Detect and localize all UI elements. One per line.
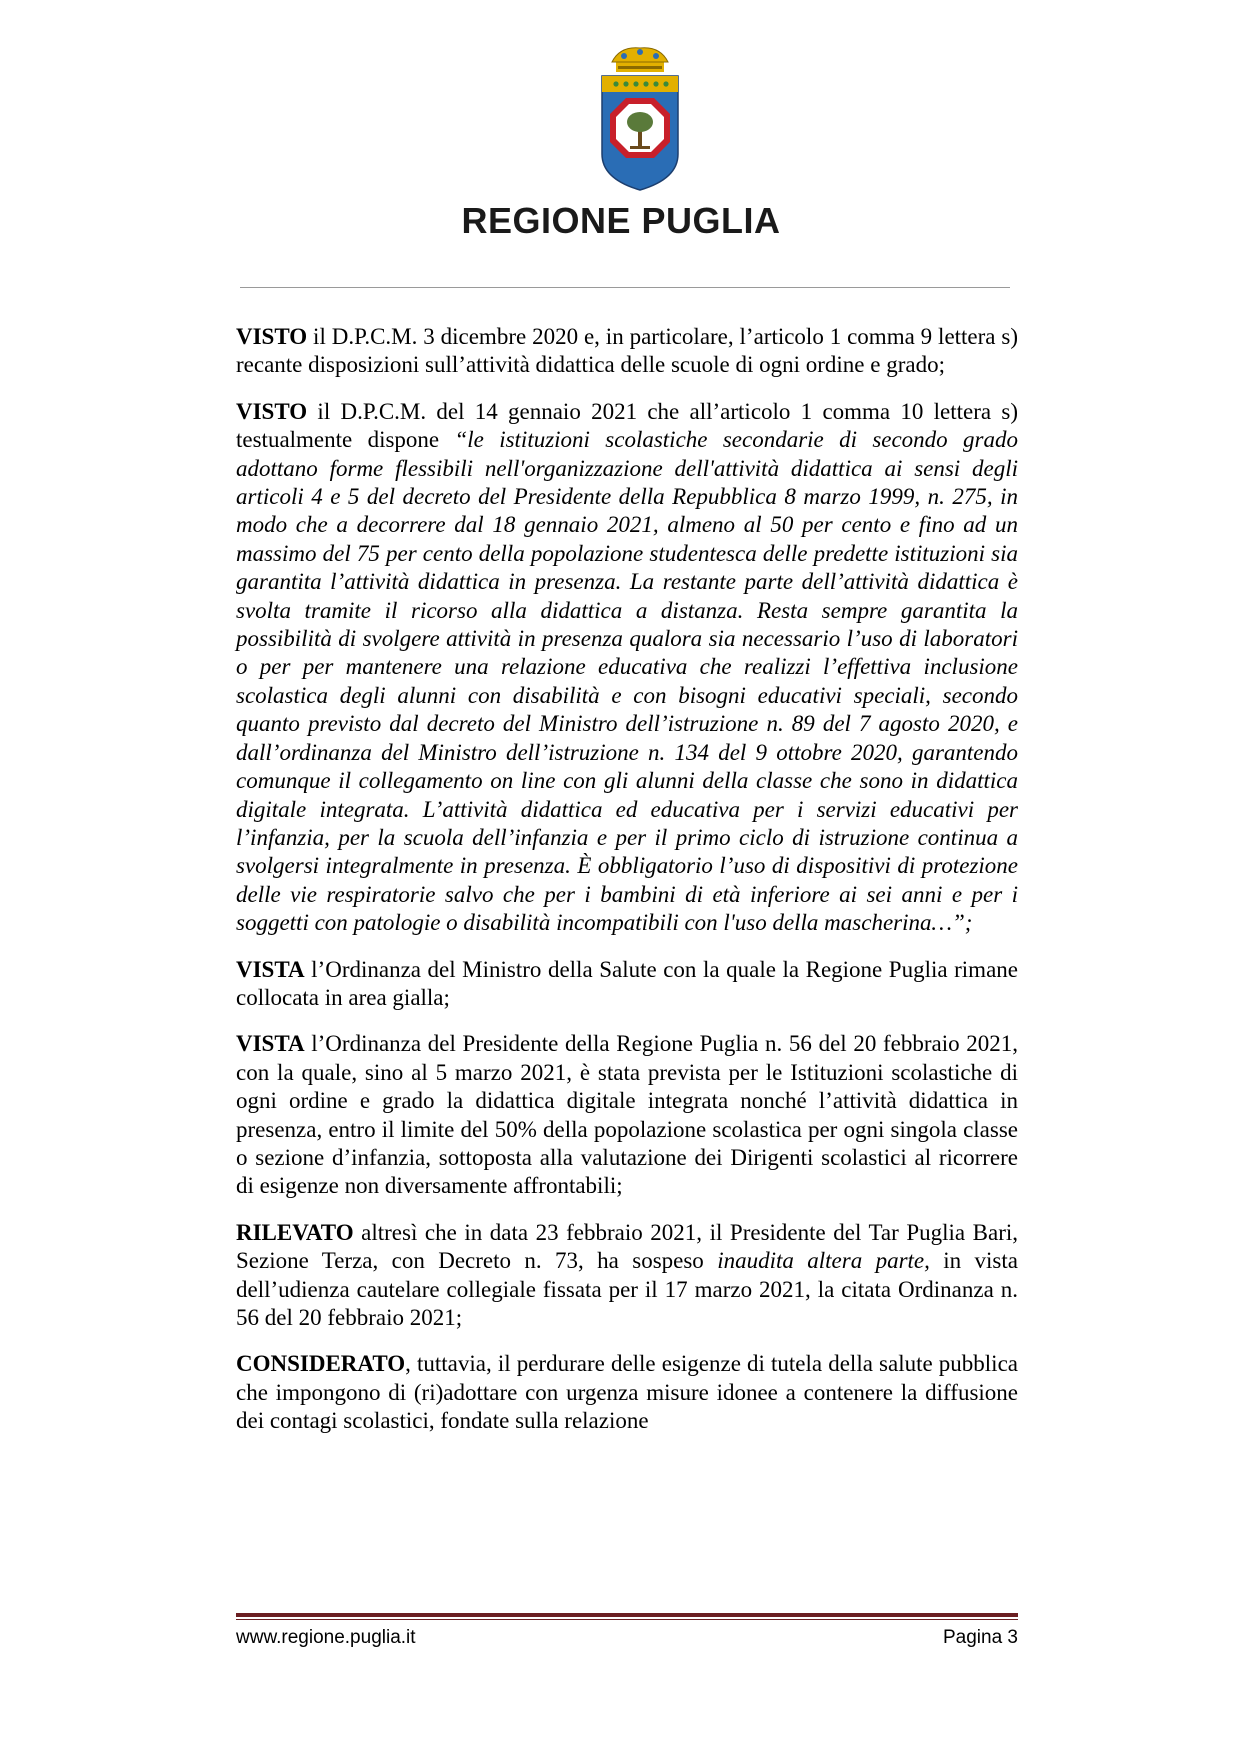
- paragraph-considerato: [236, 1350, 1018, 1435]
- brand-title: REGIONE PUGLIA: [461, 200, 781, 241]
- paragraph-text: il D.P.C.M. 3 dicembre 2020 e, in particolare, l’articolo 1 comma 9 lettera s) recante disposizioni sull’attività didattica delle scuole di ogni ordine e grado;: [236, 324, 1018, 378]
- page-number: Pagina 3: [942, 1627, 1018, 1648]
- paragraph-keyword: VISTO: [236, 324, 308, 349]
- paragraph-keyword: VISTA: [236, 1031, 305, 1057]
- paragraph-text-after: in vista dell’udienza cautelare collegiale fissata per il 17 marzo 2021, la citata Ordinanza n. 56 del 20 febbraio 2021;: [236, 1248, 1018, 1330]
- quoted-decree-text: “le istituzioni scolastiche secondarie di secondo grado adottano forme flessibili nell'organizzazione dell'attività didattica ai sensi degli articoli 4 e 5 del decreto del Presidente della Repubblica 8 marzo 1999, n. 275, in modo che a decorrere dal 18 gennaio 2021, almeno al 50 per cento e fino ad un massimo del 75 per cento della popolazione studentesca delle predette istituzioni sia garantita l’attività didattica in presenza. La restante parte dell’attività didattica è svolta tramite il ricorso alla didattica a distanza. Resta sempre garantita la possibilità di svolgere attività in presenza qualora sia necessario l’uso di laboratori o per per mantenere una relazione educativa che realizzi l’effettiva inclusione scolastica degli alunni con disabilità e con bisogni educativi speciali, secondo quanto previsto dal decreto del Ministro dell’istruzione n. 89 del 7 agosto 2020, e dall’ordinanza del Ministro dell’istruzione n. 134 del 9 ottobre 2020, garantendo comunque il collegamento on line con gli alunni della classe che sono in didattica digitale integrata. L’attività didattica ed educativa per i servizi educativi per l’infanzia, per la scuola dell’infanzia e per il primo ciclo di istruzione continua a svolgersi integralmente in presenza. È obbligatorio l’uso di dispositivi di protezione delle vie respiratorie salvo che per i bambini di età inferiore ai sei anni e per i soggetti con patologie o disabilità incompatibili con l'uso della mascherina…”;: [236, 427, 1018, 936]
- paragraph-keyword: CONSIDERATO: [236, 1351, 406, 1377]
- paragraph-italic-text: inaudita altera parte,: [717, 1248, 930, 1274]
- paragraph-text: l’Ordinanza del Presidente della Regione Puglia n. 56 del 20 febbraio 2021, con la quale, sino al 5 marzo 2021, è stata prevista per le Istituzioni scolastiche di ogni ordine e grado la didattica digitale integrata nonché l’attività didattica in presenza, entro il limite del 50% della popolazione scolastica per ogni singola classe o sezione d’infanzia, sottoposta alla valutazione dei Dirigenti scolastici al ricorrere di esigenze non diversamente affrontabili;: [236, 1031, 1018, 1199]
- footer-divider: [236, 1613, 1018, 1617]
- coat-of-arms-icon: [590, 44, 690, 194]
- paragraph-rilevato: [236, 1219, 1018, 1333]
- footer-website-link[interactable]: www.regione.puglia.it: [236, 1627, 416, 1648]
- paragraph-keyword: RILEVATO: [236, 1219, 354, 1245]
- paragraph-text: l’Ordinanza del Ministro della Salute con la quale la Regione Puglia rimane collocata in area gialla;: [236, 956, 1018, 1010]
- paragraph-vista-1: [236, 956, 1018, 1013]
- footer-divider-thin: [236, 1619, 1018, 1620]
- paragraph-vista-2: [236, 1030, 1018, 1200]
- paragraph-visto-1: [236, 323, 1018, 380]
- document-body: [236, 323, 1018, 1454]
- page-header: [0, 0, 1242, 260]
- paragraph-visto-2: [236, 398, 1018, 938]
- paragraph-keyword: VISTA: [236, 956, 305, 982]
- header-divider: [240, 287, 1010, 288]
- paragraph-keyword: VISTO: [236, 398, 308, 424]
- paragraph-text: , tuttavia, il perdurare delle esigenze di tutela della salute pubblica che impongono di (ri)adottare con urgenza misure idonee a contenere la diffusione dei contagi scolastici, fondate sulla relazione: [236, 1351, 1018, 1434]
- paragraph-text: altresì che in data 23 febbraio 2021, il Presidente del Tar Puglia Bari, Sezione Terza, con Decreto n. 73, ha sospeso: [236, 1219, 1018, 1274]
- paragraph-text: il D.P.C.M. del 14 gennaio 2021 che all’articolo 1 comma 10 lettera s) testualmente dispone: [236, 398, 1018, 453]
